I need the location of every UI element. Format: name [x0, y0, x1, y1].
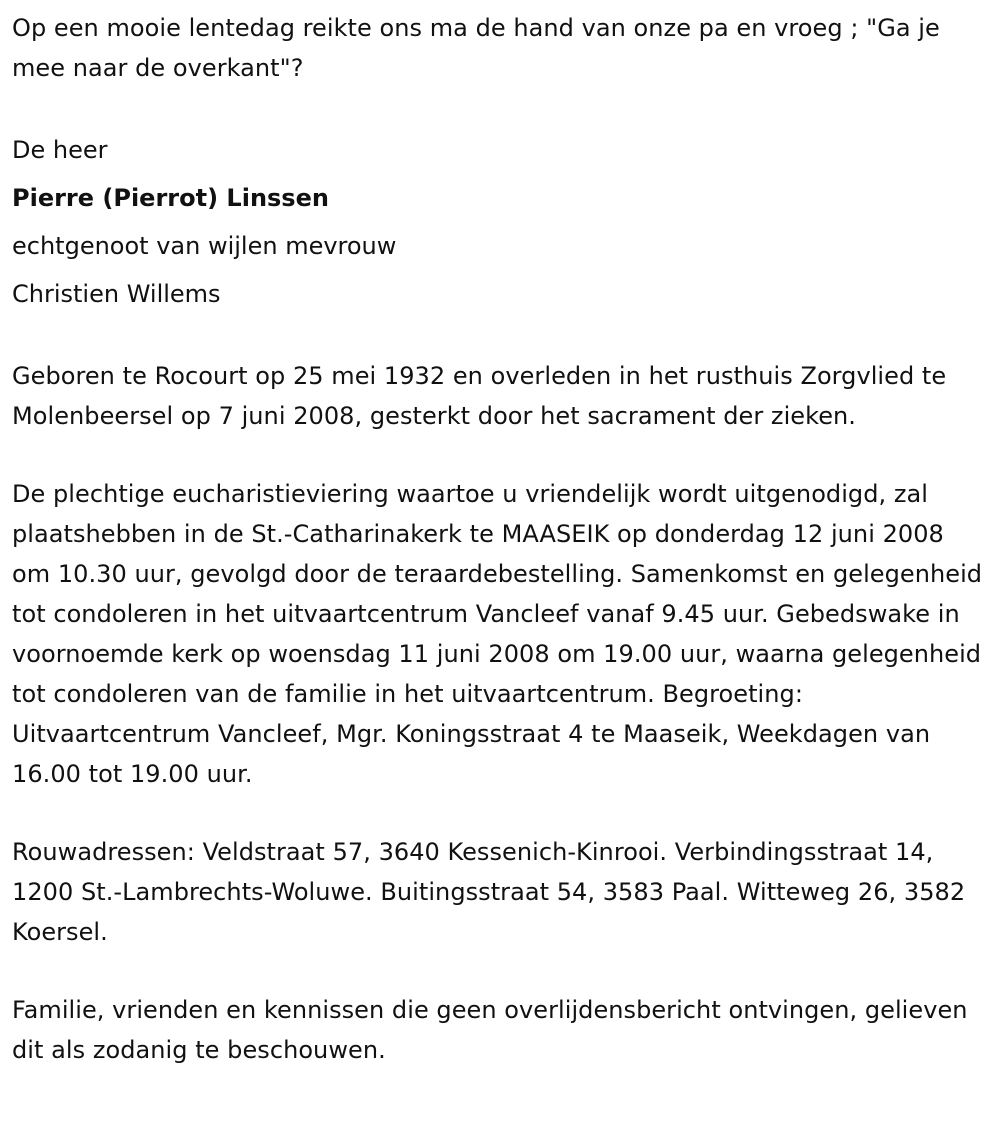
- birth-death-text: Geboren te Rocourt op 25 mei 1932 en overleden in het rusthuis Zorgvlied te Molenbeersel op 7 juni 2008, gesterkt door het sacrament der zieken.: [12, 362, 947, 430]
- spouse-line: echtgenoot van wijlen mevrouw: [12, 232, 397, 260]
- salutation: De heer: [12, 136, 108, 164]
- spacer: [12, 952, 988, 990]
- ceremony-text: De plechtige eucharistieviering waartoe u vriendelijk wordt uitgenodigd, zal plaatshebben in de St.-Catharinakerk te MAASEIK op donderdag 12 juni 2008 om 10.30 uur, gevolgd door de teraardebestelling. Samenkomst en gelegenheid tot condoleren in het uitvaartcentrum Vancleef vanaf 9.45 uur. Gebedswake in voornoemde kerk op woensdag 11 juni 2008 om 19.00 uur, waarna gelegenheid tot condoleren van de familie in het uitvaartcentrum. Begroeting: Uitvaartcentrum Vancleef, Mgr. Koningsstraat 4 te Maaseik, Weekdagen van 16.00 tot 19.00 uur.: [12, 480, 983, 788]
- closing-text: Familie, vrienden en kennissen die geen overlijdensbericht ontvingen, gelieven dit als zodanig te beschouwen.: [12, 996, 968, 1064]
- spacer: [12, 436, 988, 474]
- addresses-text: Rouwadressen: Veldstraat 57, 3640 Kessenich-Kinrooi. Verbindingsstraat 14, 1200 St.-Lambrechts-Woluwe. Buitingsstraat 54, 3583 Paal. Witteweg 26, 3582 Koersel.: [12, 838, 966, 946]
- spacer: [12, 318, 988, 356]
- spouse-name: Christien Willems: [12, 280, 221, 308]
- opening-text: Op een mooie lentedag reikte ons ma de hand van onze pa en vroeg ; "Ga je mee naar de overkant"?: [12, 14, 940, 82]
- spacer: [12, 88, 988, 126]
- deceased-name: Pierre (Pierrot) Linssen: [12, 184, 329, 212]
- spacer: [12, 794, 988, 832]
